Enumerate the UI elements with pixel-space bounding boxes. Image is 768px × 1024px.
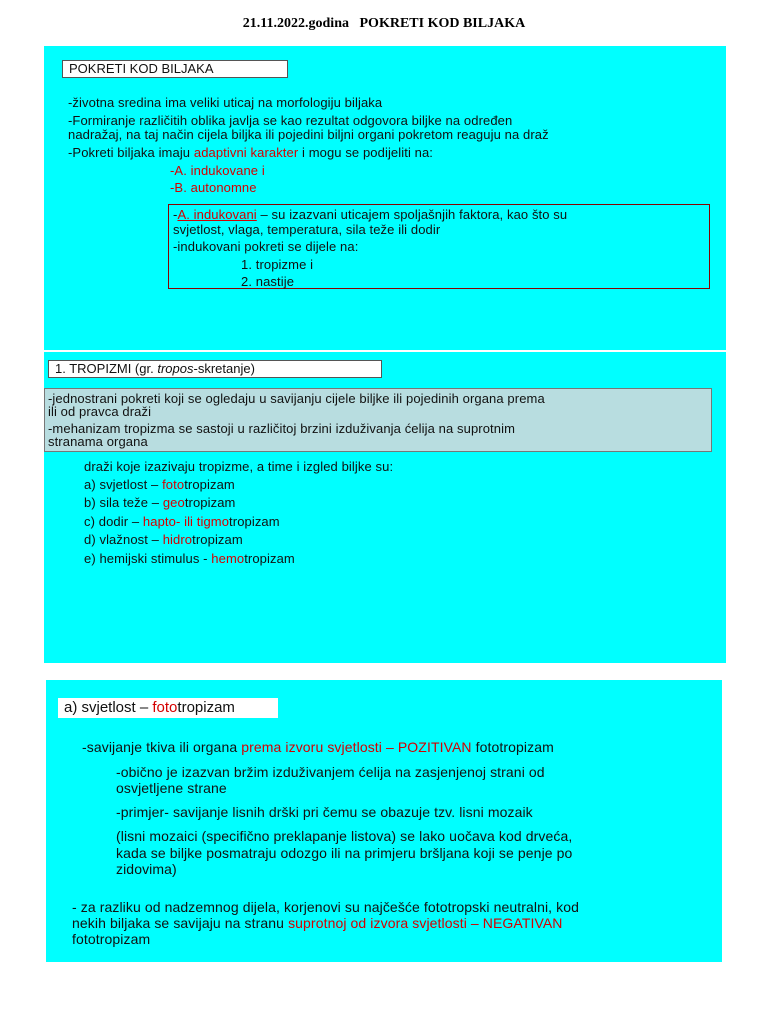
definition-box [44,388,712,452]
paragraph: -obično je izazvan bržim izduživanjem ćelija na zasjenjenoj strani od [116,764,545,780]
slide-tropizmi [44,352,726,663]
list-item: a) svjetlost – fototropizam [84,477,235,492]
paragraph: zidovima) [116,861,177,877]
box-line: -A. indukovani – su izazvani uticajem spoljašnjih faktora, kao što su [173,207,568,222]
option-b: -B. autonomne [170,180,257,195]
paragraph: -savijanje tkiva ili organa prema izvoru svjetlosti – POZITIVAN fototropizam [82,739,554,755]
list-item: e) hemijski stimulus - hemotropizam [84,551,295,566]
highlight-text: adaptivni karakter [193,145,299,160]
slide-title: POKRETI KOD BILJAKA [62,60,288,78]
slide-fototropizam [46,680,722,962]
definition-line: ili od pravca draži [48,404,152,419]
definition-line: -mehanizam tropizma se sastoji u različitoj brzini izduživanja ćelija na suprotnim [48,421,515,436]
definition-line: -jednostrani pokreti koji se ogledaju u savijanju cijele biljke ili pojedinih organa prema [48,391,545,406]
paragraph: fototropizam [72,931,151,947]
slide-title: a) svjetlost – fototropizam [58,698,278,718]
box-line: svjetlost, vlaga, temperatura, sila teže ili dodir [173,222,441,237]
list-item: d) vlažnost – hidrotropizam [84,532,243,547]
option-a: -A. indukovane i [170,163,265,178]
page-heading: POKRETI KOD BILJAKA [359,16,526,31]
highlight-text: suprotnoj od izvora svjetlosti – NEGATIVAN [288,915,563,931]
box-line: -indukovani pokreti se dijele na: [173,239,359,254]
list-intro: draži koje izazivaju tropizme, a time i izgled biljke su: [84,459,394,474]
highlight-text: prema izvoru svjetlosti – POZITIVAN [241,739,472,755]
list-item: c) dodir – hapto- ili tigmotropizam [84,514,280,529]
list-item: 2. nastije [241,274,295,289]
list-item: 1. tropizme i [241,257,314,272]
paragraph: -Pokreti biljaka imaju adaptivni karakter i mogu se podijeliti na: [68,145,434,160]
paragraph: kada se biljke posmatraju odozgo ili na primjeru bršljana koji se penje po [116,845,573,861]
list-item: b) sila teže – geotropizam [84,495,236,510]
paragraph: -primjer- savijanje lisnih drški pri čemu se obazuje tzv. lisni mozaik [116,804,533,820]
slide-title: 1. TROPIZMI (gr. tropos-skretanje) [48,360,382,378]
slide-pokreti [44,46,726,350]
page-date: 21.11.2022.godina [242,16,349,31]
induced-box [168,204,710,289]
paragraph: nekih biljaka se savijaju na stranu suprotnoj od izvora svjetlosti – NEGATIVAN [72,915,563,931]
paragraph: - za razliku od nadzemnog dijela, korjenovi su najčešće fototropski neutralni, kod [72,899,580,915]
paragraph: nadražaj, na taj način cijela biljka ili pojedini biljni organi pokretom reaguju na draž [68,127,549,142]
highlight-text: A. indukovani [177,207,257,222]
paragraph: osvjetljene strane [116,780,227,796]
paragraph: -životna sredina ima veliki uticaj na morfologiju biljaka [68,95,383,110]
paragraph: -Formiranje različitih oblika javlja se kao rezultat odgovora biljke na određen [68,113,513,128]
paragraph: (lisni mozaici (specifično preklapanje listova) se lako uočava kod drveća, [116,828,573,844]
page-title [0,16,768,32]
definition-line: stranama organa [48,434,148,449]
